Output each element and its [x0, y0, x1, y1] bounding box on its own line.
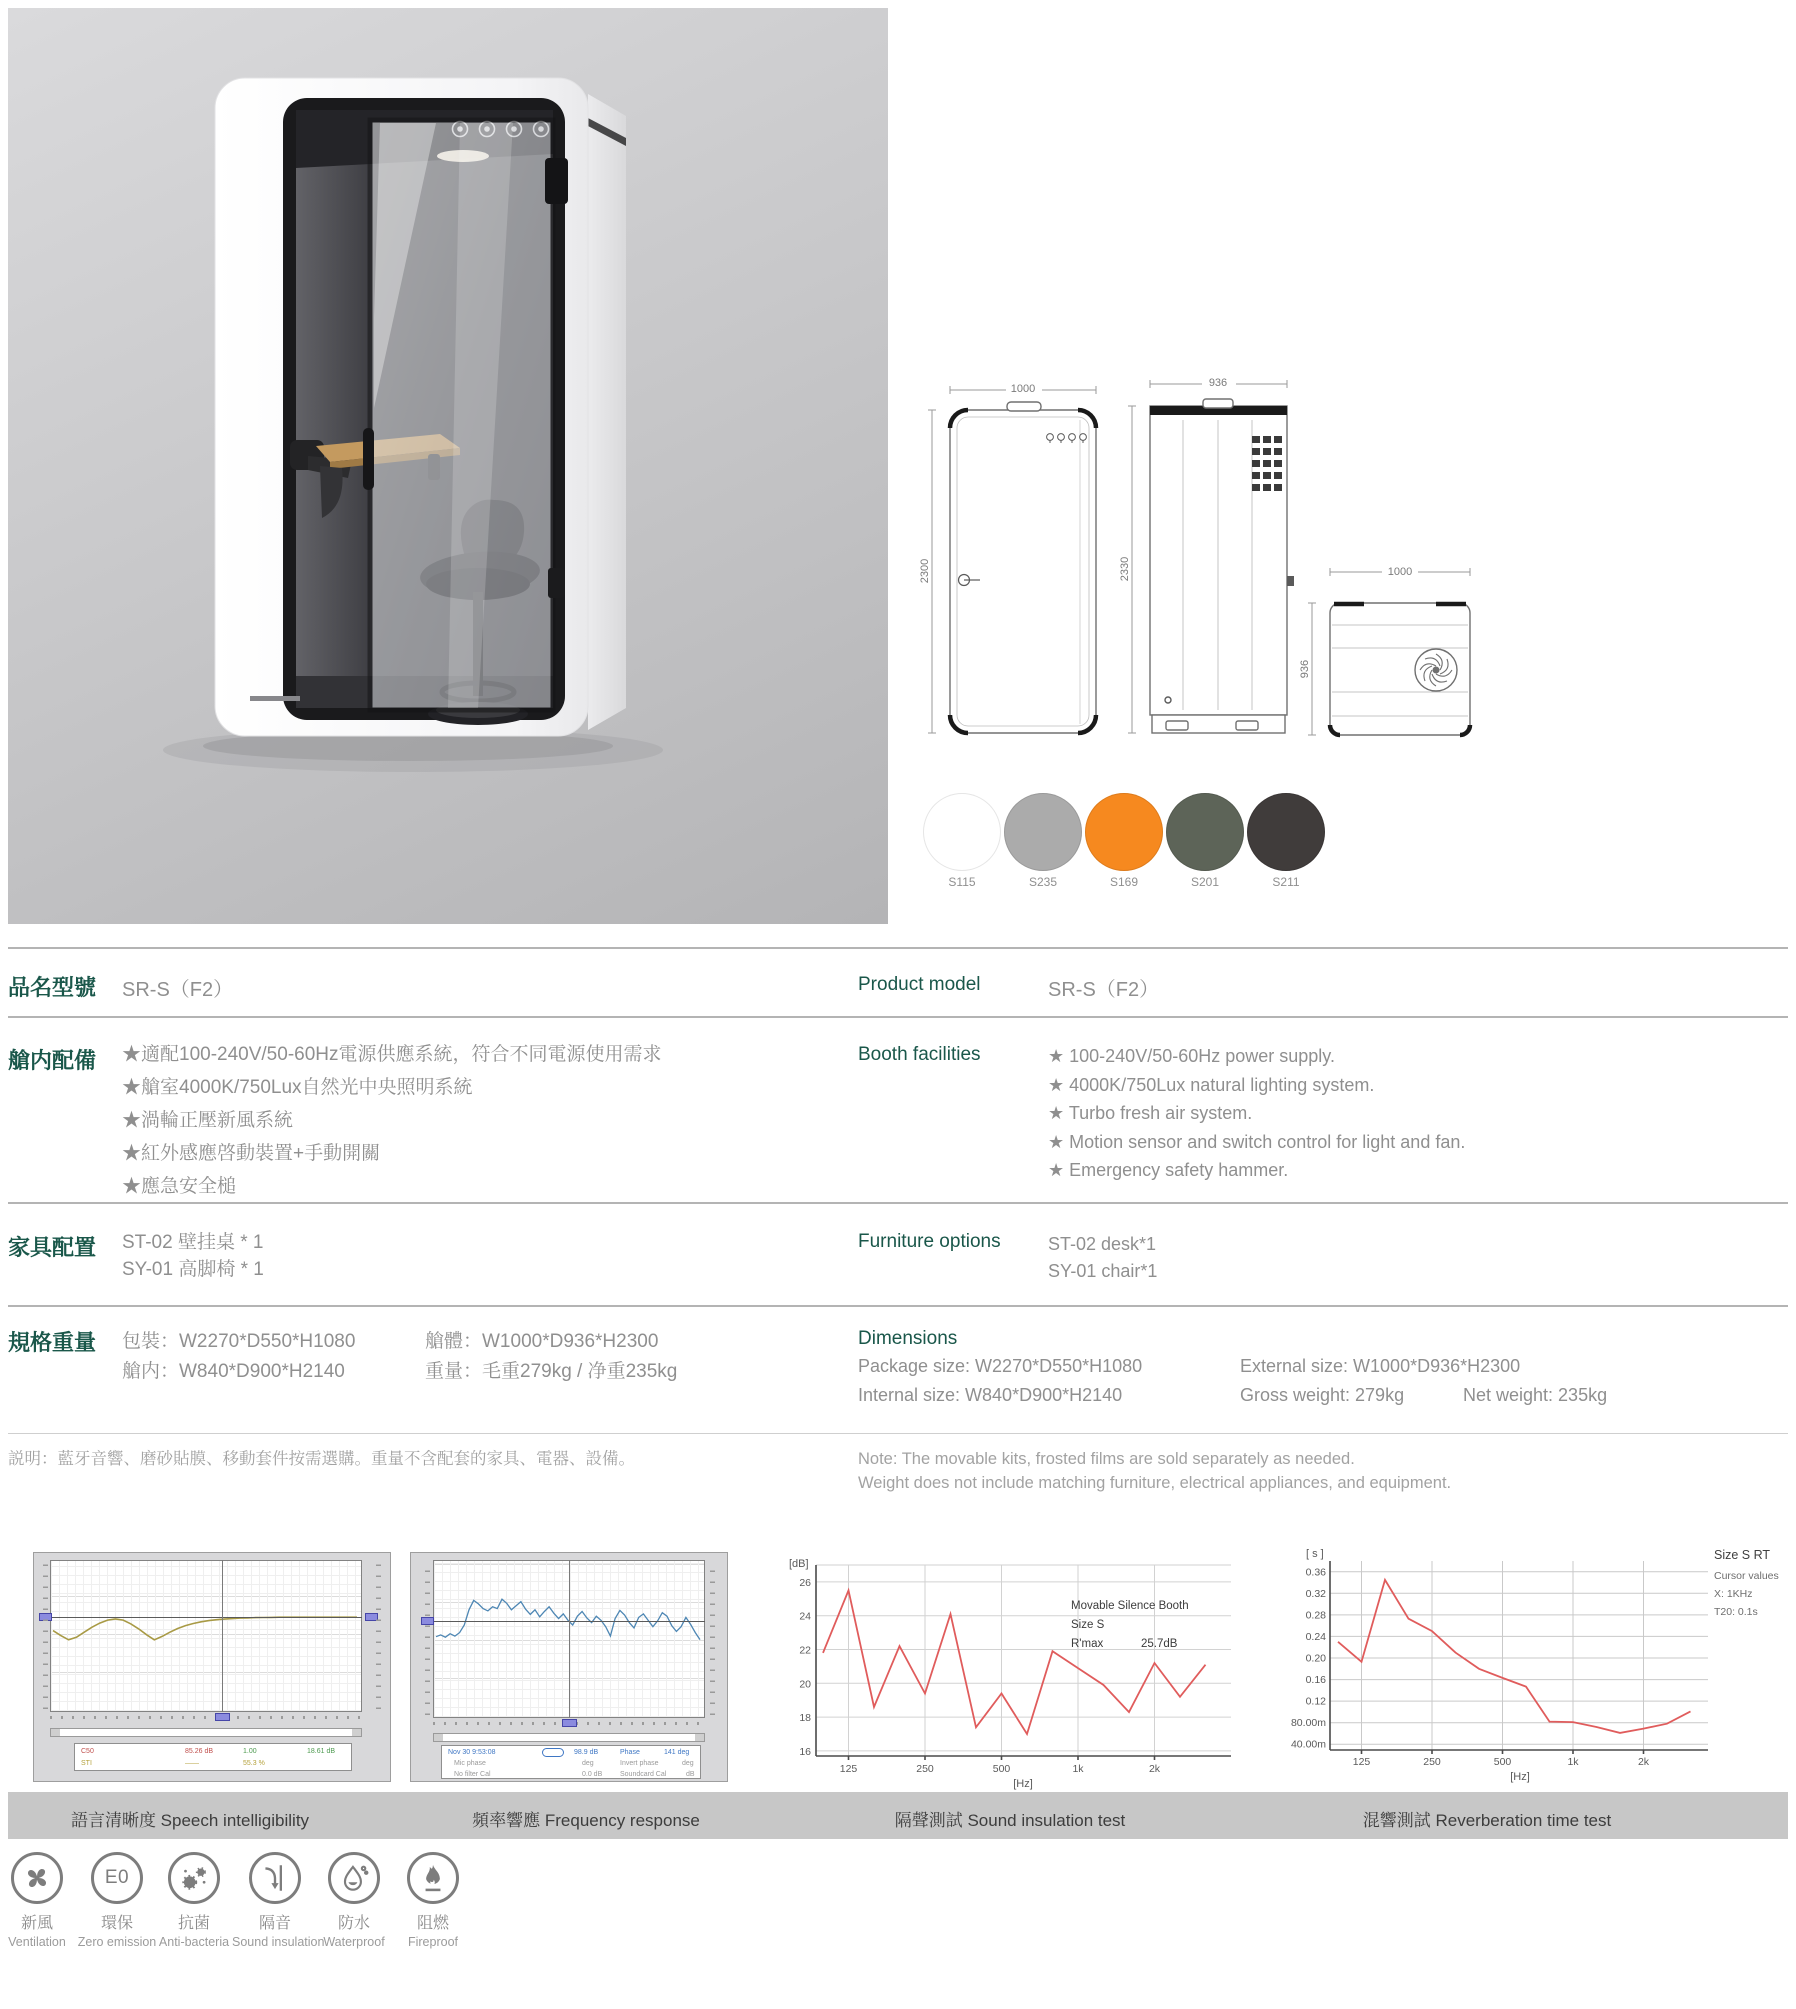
door-hinge [548, 568, 565, 598]
note-en [858, 1447, 1451, 1495]
response-curve [436, 1599, 700, 1639]
legend-item: dB [686, 1771, 695, 1778]
badge-anti-bacteria [151, 1852, 237, 1949]
y-axis-ticks [43, 1563, 48, 1709]
axes [816, 1565, 1231, 1760]
spec-package-zh: 包裝：W2270*D550*H1080 [122, 1331, 356, 1352]
facilities-label-zh: 艙内配備 [8, 1048, 97, 1073]
fan-icon [20, 1861, 54, 1895]
model-label-zh: 品名型號 [8, 975, 97, 1000]
y-tick: 0.32 [1305, 1587, 1326, 1600]
spec-label-zh: 規格重量 [8, 1330, 97, 1355]
rt-legend-line: Cursor values [1714, 1570, 1779, 1582]
caption-insulation: 隔聲測試 Sound insulation test [894, 1811, 1126, 1830]
facility-item: ★艙室4000K/750Lux自然光中央照明系統 [122, 1077, 473, 1098]
side-height-dim: 2330 [1119, 556, 1131, 582]
badge-label-en: Fireproof [407, 1935, 459, 1949]
legend-item: STI [81, 1760, 92, 1767]
dims-internal-en: Internal size: W840*D900*H2140 [858, 1385, 1123, 1405]
facility-item: ★ 4000K/750Lux natural lighting system. [1048, 1074, 1375, 1095]
note-en-line1: Note: The movable kits, frosted films are sold separately as needed. [858, 1450, 1355, 1468]
spec-col1-zh [122, 1327, 355, 1387]
badge-label-zh: 抗菌 [177, 1915, 210, 1932]
color-swatch [1085, 793, 1163, 871]
interior-felt-wall [296, 110, 370, 708]
booth-illustration [8, 8, 888, 924]
dims-gross-en: Gross weight: 279kg [1240, 1385, 1405, 1405]
furniture-item: SY-01 chair*1 [1048, 1261, 1158, 1281]
product-photo-panel [8, 8, 888, 924]
door-handle [363, 428, 374, 490]
swatch-code: S211 [1272, 875, 1300, 889]
model-value-zh: SR-S（F2） [122, 979, 234, 1001]
color-swatch [1004, 793, 1082, 871]
furniture-label-zh: 家具配置 [8, 1235, 97, 1260]
legend-item: 1.00 [243, 1748, 257, 1755]
anti-bacteria-icon [177, 1861, 211, 1895]
facility-item: ★ Emergency safety hammer. [1048, 1160, 1289, 1180]
legend-item: 141 deg [664, 1749, 690, 1756]
badge-ring [91, 1852, 143, 1904]
legend-item: —— [185, 1760, 199, 1767]
x-tick: 250 [916, 1763, 934, 1775]
badge-label-en: Anti-bacteria [158, 1935, 230, 1949]
front-height-dim: 2300 [919, 558, 931, 584]
badge-ring [328, 1852, 380, 1904]
frequency-response-chart [410, 1552, 728, 1782]
badge-label-en: Waterproof [323, 1935, 385, 1949]
cursor-line [222, 1560, 223, 1712]
caption-speech: 語言清晰度 Speech intelligibility [70, 1811, 310, 1830]
x-tick: 500 [1493, 1756, 1512, 1768]
dimension-drawings [900, 280, 1500, 750]
booth-side-face [588, 94, 626, 730]
x-axis-label: [Hz] [1013, 1778, 1033, 1790]
furniture-item: SY-01 高脚椅 * 1 [122, 1259, 264, 1280]
annotation-line2: Size S [1071, 1619, 1105, 1631]
annotation-line1: Movable Silence Booth [1071, 1600, 1189, 1612]
y-tick: 16 [799, 1745, 811, 1758]
sound-insulation-icon [258, 1861, 292, 1895]
badge-label-zh: 環保 [100, 1915, 133, 1932]
facility-item: ★ Turbo fresh air system. [1048, 1103, 1253, 1123]
top-view [1330, 603, 1470, 735]
facility-item: ★適配100-240V/50-60Hz電源供應系統，符合不同電源使用需求 [122, 1044, 662, 1065]
scrollbar[interactable] [433, 1733, 705, 1742]
cursor-readout [562, 1719, 577, 1727]
annotation-rmax-value: 25.7dB [1141, 1638, 1178, 1650]
dimensions-label-en: Dimensions [858, 1328, 958, 1349]
badge-ring [11, 1852, 63, 1904]
badge-fireproof [390, 1852, 476, 1949]
y-tick: 40.00m [1290, 1738, 1326, 1751]
badge-label-zh: 防水 [337, 1915, 370, 1932]
y-tick: 24 [799, 1610, 811, 1623]
measurement-legend [441, 1745, 701, 1779]
rt-legend-title: Size S RT [1714, 1548, 1771, 1562]
model-value-en: SR-S（F2） [1048, 979, 1160, 1001]
measurement-legend [74, 1743, 352, 1771]
y-axis-label: [ s ] [1306, 1548, 1324, 1560]
y-tick: 18 [799, 1712, 811, 1725]
side-view [1150, 399, 1294, 733]
badge-label-en: Zero emission [77, 1935, 157, 1949]
top-width-dim: 1000 [1387, 566, 1413, 578]
x-tick: 2k [1637, 1756, 1650, 1768]
badge-ring [168, 1852, 220, 1904]
badge-zero-emission [74, 1852, 160, 1949]
spec-weight-zh: 重量：毛重279kg / 净重235kg [425, 1361, 678, 1382]
legend-item: deg [582, 1760, 594, 1767]
x-tick: 500 [992, 1763, 1011, 1775]
facilities-list-en [1048, 1042, 1465, 1185]
cursor-line [569, 1560, 570, 1718]
y-axis-label: [dB] [789, 1558, 809, 1570]
furniture-item: ST-02 desk*1 [1048, 1234, 1157, 1254]
y-tick: 0.20 [1305, 1652, 1326, 1665]
x-tick: 1k [1072, 1763, 1084, 1775]
badge-label-en: Sound insulation [232, 1935, 325, 1949]
legend-item: Phase [620, 1749, 640, 1756]
rt-legend-line: T20: 0.1s [1714, 1606, 1758, 1618]
swatch-code: S169 [1109, 875, 1139, 889]
x-tick: 125 [1352, 1756, 1371, 1768]
legend-item: 55.3 % [243, 1760, 265, 1767]
divider [8, 1016, 1788, 1018]
fireproof-icon [416, 1861, 450, 1895]
reference-line [50, 1617, 362, 1619]
annotation-rmax-label: R'max [1071, 1638, 1104, 1650]
brand-logo-mark [250, 696, 300, 701]
caption-frequency: 頻率響應 Frequency response [472, 1811, 700, 1830]
y-tick: 0.16 [1305, 1674, 1326, 1687]
top-depth-dim: 936 [1299, 659, 1311, 679]
glass-door [363, 120, 568, 710]
badge-ring [249, 1852, 301, 1904]
legend-item: 0.0 dB [582, 1771, 603, 1778]
y-tick: 0.36 [1305, 1566, 1326, 1579]
speech-curve [53, 1617, 357, 1640]
divider [8, 947, 1788, 949]
legend-item: Invert phase [620, 1760, 659, 1767]
note-en-line2: Weight does not include matching furniture, electrical appliances, and equipment. [858, 1474, 1452, 1492]
facility-item: ★紅外感應啓動裝置+手動開關 [122, 1143, 381, 1164]
facility-item: ★應急安全槌 [122, 1176, 237, 1197]
x-tick: 250 [1423, 1756, 1441, 1768]
badge-label-en: Ventilation [8, 1935, 66, 1949]
y-axis-ticks [425, 1563, 430, 1715]
facility-item: ★渦輪正壓新風系統 [122, 1110, 294, 1131]
legend-item: Soundcard Cal [620, 1771, 667, 1778]
facility-item: ★ Motion sensor and switch control for light and fan. [1048, 1131, 1466, 1152]
gridlines [1330, 1561, 1708, 1750]
e0-icon: E0 [104, 1867, 130, 1888]
front-view [950, 402, 1096, 733]
dims-package-en: Package size: W2270*D550*H1080 [858, 1356, 1143, 1376]
y-tick: 26 [799, 1577, 811, 1589]
furniture-item: ST-02 壁挂桌 * 1 [122, 1232, 264, 1253]
x-axis-ticks [50, 1716, 362, 1719]
y-tick: 22 [799, 1644, 811, 1657]
dims-external-en: External size: W1000*D936*H2300 [1240, 1356, 1521, 1376]
reverberation-chart [1280, 1545, 1788, 1795]
divider [8, 1305, 1788, 1307]
badge-label-zh: 隔音 [258, 1915, 291, 1932]
caption-reverberation: 混響測試 Reverberation time test [1362, 1811, 1612, 1830]
front-width-dim: 1000 [1010, 383, 1036, 395]
rt-legend-line: X: 1KHz [1714, 1588, 1753, 1600]
facility-item: ★ 100-240V/50-60Hz power supply. [1048, 1046, 1335, 1066]
y-tick: 0.28 [1305, 1609, 1326, 1622]
furniture-list-zh [122, 1229, 264, 1283]
legend-item: C50 [81, 1748, 94, 1755]
facilities-label-en: Booth facilities [858, 1044, 981, 1065]
badge-label-zh: 新風 [20, 1915, 53, 1932]
badge-ventilation [0, 1852, 80, 1949]
swatch-code: S201 [1190, 875, 1220, 889]
x-axis-label: [Hz] [1510, 1771, 1530, 1783]
door-closer [545, 158, 568, 204]
model-label-en: Product model [858, 974, 981, 995]
y-tick: 20 [799, 1678, 811, 1691]
legend-item: 85.26 dB [185, 1748, 214, 1755]
dims-net-en: Net weight: 235kg [1463, 1385, 1608, 1405]
badge-label-zh: 阻燃 [416, 1915, 449, 1932]
waterproof-icon [337, 1861, 371, 1895]
legend-item: Mic phase [454, 1760, 486, 1767]
color-swatch [1166, 793, 1244, 871]
note-zh: 説明：藍牙音響、磨砂貼膜、移動套件按需選購。重量不含配套的家具、電器、設備。 [8, 1450, 635, 1468]
swatch-code: S235 [1028, 875, 1058, 889]
speech-intelligibility-chart [33, 1552, 391, 1782]
spec-internal-zh: 艙内：W840*D900*H2140 [122, 1361, 345, 1382]
divider [8, 1433, 1788, 1434]
reverberation-curve [1338, 1580, 1691, 1733]
color-swatch [1247, 793, 1325, 871]
y-tick: 0.12 [1305, 1695, 1326, 1708]
scrollbar[interactable] [50, 1728, 362, 1737]
y-tick: 80.00m [1290, 1717, 1326, 1730]
legend-item: No filter Cal [454, 1771, 491, 1778]
y-axis-ticks-right [376, 1563, 381, 1709]
color-swatch [923, 793, 1001, 871]
y-tick: 0.24 [1305, 1630, 1326, 1643]
furniture-label-en: Furniture options [858, 1231, 1001, 1252]
y-axis-ticks-right [710, 1563, 715, 1715]
side-width-dim: 936 [1208, 377, 1228, 389]
badge-ring [407, 1852, 459, 1904]
x-tick: 125 [839, 1763, 858, 1775]
legend-item: 18.61 dB [307, 1748, 336, 1755]
badge-waterproof [311, 1852, 397, 1949]
chart-caption-bar [8, 1792, 1788, 1839]
x-tick: 1k [1567, 1756, 1579, 1768]
cursor-readout [215, 1713, 230, 1721]
spec-body-zh: 艙體：W1000*D936*H2300 [425, 1331, 659, 1352]
legend-item: deg [682, 1760, 694, 1767]
spec-col2-zh [425, 1327, 677, 1387]
plot-area [50, 1560, 362, 1712]
facilities-list-zh [122, 1038, 662, 1203]
furniture-list-en [1048, 1231, 1157, 1285]
legend-item: Nov 30 9:53:08 [448, 1749, 496, 1756]
legend-item: 98.9 dB [574, 1749, 599, 1756]
x-tick: 2k [1148, 1763, 1161, 1775]
badge-sound-insulation [232, 1852, 325, 1949]
legend-badge [542, 1748, 564, 1757]
sound-insulation-chart [773, 1551, 1238, 1791]
swatch-code: S115 [948, 875, 976, 889]
